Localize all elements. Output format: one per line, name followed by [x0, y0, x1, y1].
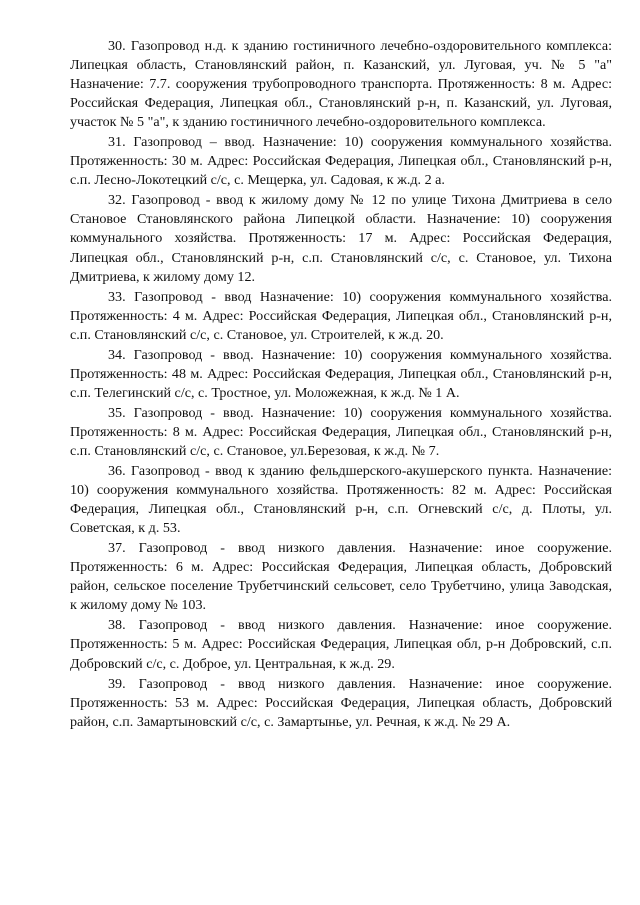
- item-34-paragraph: 34. Газопровод - ввод. Назначение: 10) сооружения коммунального хозяйства. Протяженность: 48 м. Адрес: Российская Федерация, Липецкая обл., Становлянский р-н, с.п. Телегинский с/с, с. Тростное, ул. Моложежная, к ж.д. № 1 А.: [70, 346, 612, 401]
- item-35-paragraph: 35. Газопровод - ввод. Назначение: 10) сооружения коммунального хозяйства. Протяженность: 8 м. Адрес: Российская Федерация, Липецкая обл., Становлянский р-н, с.п. Становлянский с/с, с. Становое, ул.Березовая, к ж.д. № 7.: [70, 404, 612, 459]
- item-31-paragraph: 31. Газопровод – ввод. Назначение: 10) сооружения коммунального хозяйства. Протяженность: 30 м. Адрес: Российская Федерация, Липецкая обл., Становлянский р-н, с.п. Лесно-Локотецкий с/с, с. Мещерка, ул. Садовая, к ж.д. 2 а.: [70, 134, 612, 189]
- item-38-paragraph: 38. Газопровод - ввод низкого давления. Назначение: иное сооружение. Протяженность: 5 м. Адрес: Российская Федерация, Липецкая обл, р-н Добровский, с.п. Добровский с/с, с. Доброе, ул. Центральная, к ж.д. 29.: [70, 617, 612, 672]
- item-39-paragraph: 39. Газопровод - ввод низкого давления. Назначение: иное сооружение. Протяженность: 53 м. Адрес: Российская Федерация, Липецкая область, Добровский район, с.п. Замартыновский с/с, с. Замартынье, ул. Речная, к ж.д. № 29 А.: [70, 675, 612, 730]
- item-32-paragraph: 32. Газопровод - ввод к жилому дому № 12 по улице Тихона Дмитриева в село Становое Становлянского района Липецкой области. Назначение: 10) сооружения коммунального хозяйства. Протяженность: 17 м. Адрес: Российская Федерация, Липецкая обл., Становлянский р-н, с.п. Становлянский с/с, с. Становое, ул. Тихона Дмитриева, к жилому дому 12.: [70, 192, 612, 285]
- item-30-paragraph: 30. Газопровод н.д. к зданию гостиничного лечебно-оздоровительного комплекса: Липецкая область, Становлянский район, п. Казанский, ул. Луговая, уч. № 5 "а" Назначение: 7.7. сооружения трубопроводного транспорта. Протяженность: 8 м. Адрес: Российская Федерация, Липецкая обл., Становлянский р-н, п. Казанский, ул. Луговая, участок № 5 "а", к зданию гостиничного лечебно-оздоровительного комплекса.: [70, 38, 612, 131]
- item-33-paragraph: 33. Газопровод - ввод Назначение: 10) сооружения коммунального хозяйства. Протяженность: 4 м. Адрес: Российская Федерация, Липецкая обл., Становлянский р-н, с.п. Становлянский с/с, с. Становое, ул. Строителей, к ж.д. 20.: [70, 288, 612, 343]
- item-37-paragraph: 37. Газопровод - ввод низкого давления. Назначение: иное сооружение. Протяженность: 6 м. Адрес: Российская Федерация, Липецкая область, Добровский район, сельское поселение Трубетчинский сельсовет, село Трубетчино, улица Заводская, к жилому дому № 103.: [70, 540, 612, 614]
- item-36-paragraph: 36. Газопровод - ввод к зданию фельдшерского-акушерского пункта. Назначение: 10) сооружения коммунального хозяйства. Протяженность: 82 м. Адрес: Российская Федерация, Липецкая обл., Становлянский р-н, с.п. Огневский с/с, д. Плоты, ул. Советская, к д. 53.: [70, 463, 612, 537]
- document-page: [70, 37, 612, 733]
